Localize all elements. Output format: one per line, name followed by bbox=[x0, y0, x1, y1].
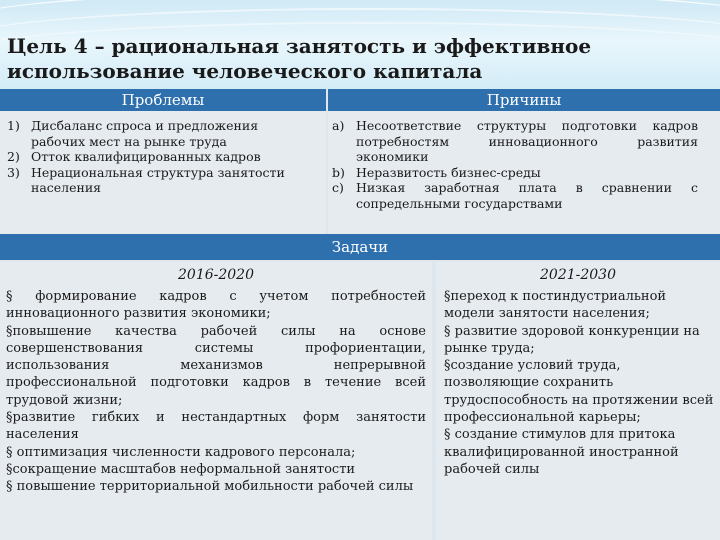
item-marker: b) bbox=[332, 164, 345, 180]
item-marker: a) bbox=[332, 118, 345, 133]
task-item: § повышение территориальной мобильности рабочей силы bbox=[6, 479, 414, 495]
item-text: Низкая заработная плата в сравнении с сопредельными государствами bbox=[356, 180, 698, 211]
tasks-right-panel bbox=[436, 262, 720, 540]
item-marker: 2) bbox=[7, 149, 20, 164]
problems-panel bbox=[0, 111, 326, 234]
item-marker: 1) bbox=[7, 118, 20, 133]
item-marker: c) bbox=[332, 180, 344, 195]
item-text: Неразвитость бизнес-среды bbox=[356, 164, 541, 180]
list-item bbox=[332, 118, 698, 165]
task-item: § создание стимулов для притока квалифицированной иностранной рабочей силы bbox=[444, 427, 679, 477]
list-item bbox=[7, 149, 315, 165]
item-text: Дисбаланс спроса и предложения рабочих мест на рынке труда bbox=[31, 118, 259, 149]
task-item: §развитие гибких и нестандартных форм занятости населения bbox=[6, 410, 426, 443]
list-item bbox=[7, 165, 315, 196]
page-title: Цель 4 – рациональная занятость и эффективное использование человеческого капитала bbox=[7, 34, 592, 83]
tasks-left-panel bbox=[0, 262, 432, 540]
task-item: § формирование кадров с учетом потребностей инновационного развития экономики; bbox=[6, 289, 426, 322]
period-label: 2021-2030 bbox=[540, 267, 616, 283]
task-item: § развитие здоровой конкуренции на рынке труда; bbox=[444, 323, 700, 356]
list-item bbox=[332, 165, 698, 181]
item-text: Отток квалифицированных кадров bbox=[31, 149, 261, 164]
tasks-left-list bbox=[6, 288, 426, 496]
item-text: Несоответствие структуры подготовки кадров потребностям инновационного развития экономики bbox=[356, 118, 698, 164]
list-item bbox=[7, 118, 315, 149]
causes-header: Причины bbox=[328, 89, 720, 111]
task-item: §переход к постиндустриальной модели занятости населения; bbox=[444, 289, 667, 322]
item-marker: 3) bbox=[7, 164, 20, 180]
list-item bbox=[332, 180, 698, 211]
period-label: 2016-2020 bbox=[178, 267, 254, 283]
task-item: § оптимизация численности кадрового персонала; bbox=[6, 444, 356, 460]
task-item: §создание условий труда, позволяющие сохранить трудоспособность на протяжении всей профессиональной карьеры; bbox=[444, 358, 714, 426]
task-item: §повышение качества рабочей силы на основе совершенствования системы профориентации, использования механизмов непрерывной профессиональной подготовки кадров в течение всей трудовой жизни; bbox=[6, 323, 426, 408]
problems-header: Проблемы bbox=[0, 89, 326, 111]
item-text: Нерациональная структура занятости населения bbox=[31, 164, 285, 195]
problems-list bbox=[7, 118, 315, 196]
tasks-right-list bbox=[444, 288, 714, 478]
task-item: §сокращение масштабов неформальной занятости bbox=[6, 461, 356, 477]
causes-panel bbox=[328, 111, 720, 234]
causes-list bbox=[332, 118, 698, 211]
tasks-header: Задачи bbox=[0, 234, 720, 260]
